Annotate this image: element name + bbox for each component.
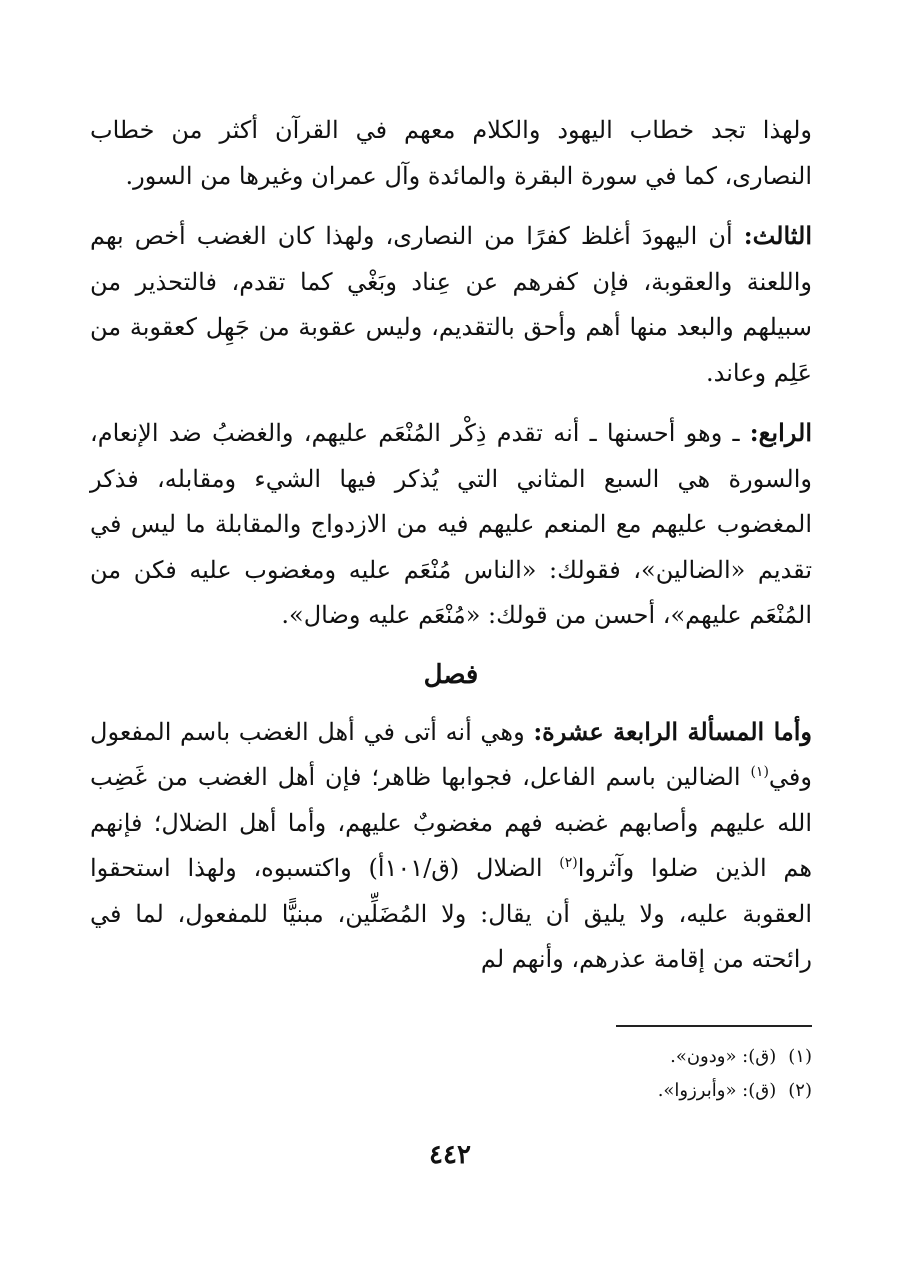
page-number: ٤٤٢ (429, 1140, 471, 1170)
footnote-2 (90, 1074, 812, 1108)
page-body (90, 108, 812, 997)
section-lead: وأما المسألة الرابعة عشرة: (533, 716, 813, 746)
footnote-divider (616, 1025, 812, 1027)
footnote-2-text: (ق): «وأبرزوا». (657, 1080, 777, 1101)
paragraph-3-text: ـ وهو أحسنها ـ أنه تقدم ذِكْر المُنْعَم عليهم، والغضبُ ضد الإنعام، والسورة هي السبع المثاني التي يُذكر فيها الشيء ومقابله، فذكر المغضوب عليهم مع المنعم عليهم فيه من الازدواج والمقابلة ما ليس في تقديم «الضالين»، فقولك: «الناس مُنْعَم عليه ومغضوب عليه فكن من المُنْعَم عليهم»، أحسن من قولك: «مُنْعَم عليه وضال». (90, 419, 812, 629)
paragraph-3-lead: الرابع: (749, 418, 812, 447)
footnote-ref-2: (٢) (559, 855, 578, 871)
footnotes (90, 1040, 812, 1108)
section-text-part-1: وهي أنه أتى في أهل الغضب باسم المفعول وفي (90, 717, 812, 791)
footnote-1 (90, 1040, 812, 1074)
section-paragraph (90, 709, 812, 983)
paragraph-1-text: ولهذا تجد خطاب اليهود والكلام معهم في القرآن أكثر من خطاب النصارى، كما في سورة البقرة والمائدة وآل عمران وغيرها من السور. (90, 116, 813, 190)
section-heading: فصل (423, 659, 479, 690)
section-text-part-3: الضلال (ق/١٠١أ) واكتسبوه، ولهذا استحقوا العقوبة عليه، ولا يليق أن يقال: ولا المُضَلِّين، مبنيًّا للمفعول، لما في رائحته من إقامة عذرهم، وأنهم لم (90, 854, 812, 973)
footnote-1-text: (ق): «ودون». (670, 1046, 777, 1067)
paragraph-1 (90, 108, 812, 199)
paragraph-2-lead: الثالث: (743, 221, 812, 250)
section-text-part-2: الضالين باسم الفاعل، فجوابها ظاهر؛ فإن أهل الغضب من غَضِب الله عليهم وأصابهم غضبه فهم مغضوبٌ عليهم، وأما أهل الضلال؛ فإنهم هم الذين ضلوا وآثروا (90, 763, 812, 882)
paragraph-3 (90, 410, 812, 639)
paragraph-2-text: أن اليهودَ أغلظ كفرًا من النصارى، ولهذا كان الغضب أخص بهم واللعنة والعقوبة، فإن كفرهم عن عِناد وبَغْي كما تقدم، فالتحذير من سبيلهم والبعد منها أهم وأحق بالتقديم، وليس عقوبة من جَهِل كعقوبة من عَلِم وعاند. (90, 222, 813, 387)
paragraph-2 (90, 213, 812, 396)
footnote-ref-1: (١) (750, 764, 769, 780)
footnote-1-number: (١) (788, 1046, 812, 1067)
footnote-2-number: (٢) (788, 1080, 812, 1101)
